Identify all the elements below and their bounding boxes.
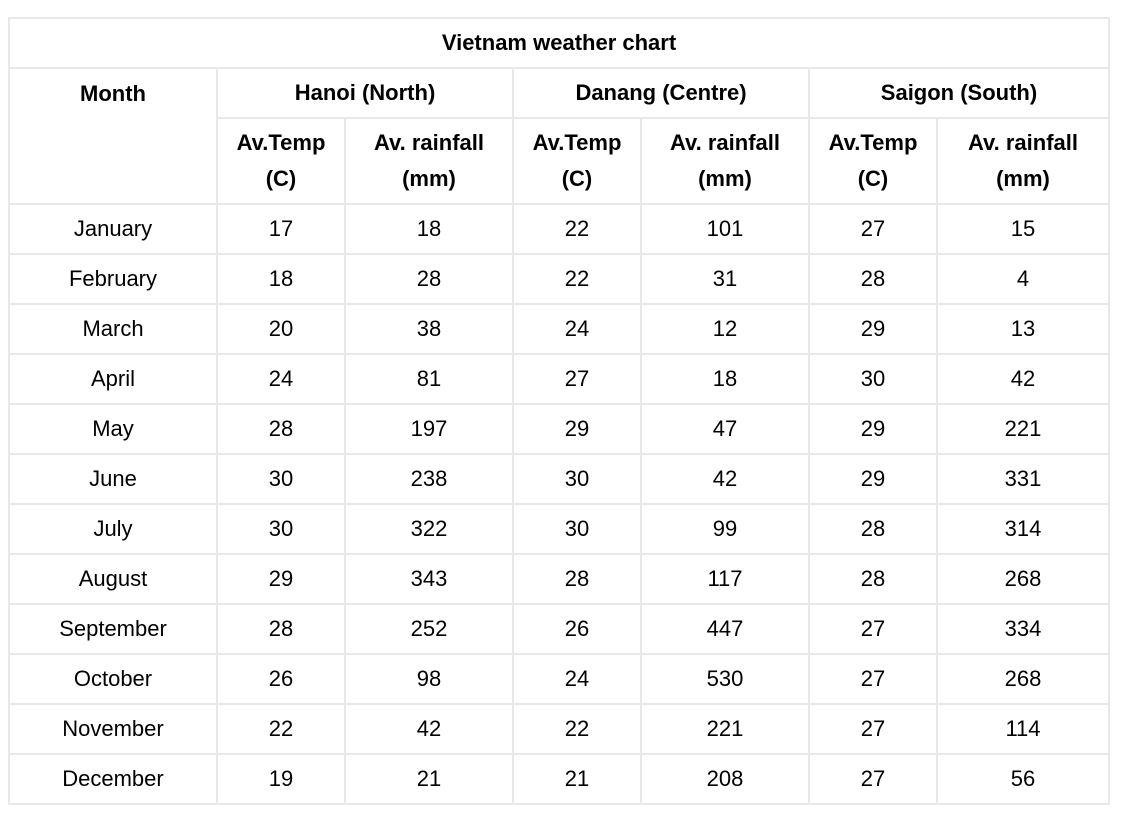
saigon-rain-cell: 334: [937, 604, 1109, 654]
danang-temp-header: [513, 118, 641, 204]
hanoi-rain-cell: 28: [345, 254, 513, 304]
saigon-rain-cell: 4: [937, 254, 1109, 304]
city-header-saigon: Saigon (South): [809, 68, 1109, 118]
saigon-temp-cell: 27: [809, 754, 937, 804]
danang-temp-cell: 28: [513, 554, 641, 604]
hanoi-temp-cell: 28: [217, 404, 345, 454]
rain-unit: (mm): [996, 166, 1050, 191]
month-cell: June: [9, 454, 217, 504]
hanoi-temp-cell: 28: [217, 604, 345, 654]
danang-rain-header: [641, 118, 809, 204]
saigon-temp-cell: 29: [809, 454, 937, 504]
danang-temp-cell: 26: [513, 604, 641, 654]
hanoi-rain-cell: 322: [345, 504, 513, 554]
table-row: [9, 254, 1109, 304]
rain-unit: (mm): [698, 166, 752, 191]
hanoi-rain-cell: 21: [345, 754, 513, 804]
hanoi-rain-cell: 42: [345, 704, 513, 754]
month-cell: January: [9, 204, 217, 254]
table-row: [9, 554, 1109, 604]
hanoi-rain-cell: 252: [345, 604, 513, 654]
saigon-rain-cell: 314: [937, 504, 1109, 554]
month-cell: March: [9, 304, 217, 354]
saigon-temp-cell: 27: [809, 704, 937, 754]
danang-temp-cell: 30: [513, 504, 641, 554]
hanoi-rain-cell: 81: [345, 354, 513, 404]
saigon-rain-cell: 13: [937, 304, 1109, 354]
saigon-temp-cell: 27: [809, 604, 937, 654]
table-row: [9, 404, 1109, 454]
weather-table-container: [8, 17, 1108, 805]
hanoi-rain-cell: 197: [345, 404, 513, 454]
temp-unit: (C): [857, 166, 889, 191]
saigon-rain-cell: 114: [937, 704, 1109, 754]
danang-rain-cell: 31: [641, 254, 809, 304]
month-column-header: Month: [9, 68, 217, 204]
danang-temp-cell: 29: [513, 404, 641, 454]
hanoi-temp-header: [217, 118, 345, 204]
table-row: [9, 454, 1109, 504]
hanoi-temp-cell: 26: [217, 654, 345, 704]
city-header-danang: Danang (Centre): [513, 68, 809, 118]
danang-rain-cell: 42: [641, 454, 809, 504]
rain-label: Av. rainfall: [967, 130, 1079, 155]
table-row: [9, 654, 1109, 704]
hanoi-temp-cell: 20: [217, 304, 345, 354]
temp-unit: (C): [561, 166, 593, 191]
hanoi-rain-header: [345, 118, 513, 204]
danang-rain-cell: 208: [641, 754, 809, 804]
table-title: Vietnam weather chart: [9, 18, 1109, 68]
table-row: [9, 204, 1109, 254]
rain-label: Av. rainfall: [373, 130, 485, 155]
danang-rain-cell: 117: [641, 554, 809, 604]
saigon-temp-cell: 30: [809, 354, 937, 404]
table-row: [9, 504, 1109, 554]
hanoi-temp-cell: 30: [217, 454, 345, 504]
month-cell: May: [9, 404, 217, 454]
temp-label: Av.Temp: [236, 130, 326, 155]
danang-temp-cell: 27: [513, 354, 641, 404]
table-row: [9, 354, 1109, 404]
danang-temp-cell: 24: [513, 304, 641, 354]
saigon-temp-cell: 28: [809, 504, 937, 554]
hanoi-rain-cell: 238: [345, 454, 513, 504]
month-cell: October: [9, 654, 217, 704]
saigon-temp-cell: 27: [809, 204, 937, 254]
hanoi-rain-cell: 343: [345, 554, 513, 604]
saigon-rain-header: [937, 118, 1109, 204]
hanoi-rain-cell: 98: [345, 654, 513, 704]
hanoi-temp-cell: 18: [217, 254, 345, 304]
saigon-temp-cell: 27: [809, 654, 937, 704]
danang-rain-cell: 530: [641, 654, 809, 704]
danang-rain-cell: 18: [641, 354, 809, 404]
month-cell: November: [9, 704, 217, 754]
month-cell: August: [9, 554, 217, 604]
table-body: [9, 204, 1109, 804]
hanoi-temp-cell: 19: [217, 754, 345, 804]
hanoi-temp-cell: 30: [217, 504, 345, 554]
table-row: [9, 704, 1109, 754]
saigon-temp-cell: 28: [809, 554, 937, 604]
saigon-rain-cell: 221: [937, 404, 1109, 454]
danang-rain-cell: 99: [641, 504, 809, 554]
month-cell: September: [9, 604, 217, 654]
saigon-rain-cell: 331: [937, 454, 1109, 504]
danang-temp-cell: 22: [513, 704, 641, 754]
hanoi-temp-cell: 17: [217, 204, 345, 254]
danang-temp-cell: 22: [513, 204, 641, 254]
saigon-rain-cell: 268: [937, 554, 1109, 604]
danang-rain-cell: 101: [641, 204, 809, 254]
saigon-temp-cell: 29: [809, 304, 937, 354]
saigon-rain-cell: 42: [937, 354, 1109, 404]
temp-label: Av.Temp: [828, 130, 918, 155]
danang-temp-cell: 24: [513, 654, 641, 704]
month-cell: April: [9, 354, 217, 404]
saigon-rain-cell: 15: [937, 204, 1109, 254]
saigon-temp-header: [809, 118, 937, 204]
saigon-rain-cell: 268: [937, 654, 1109, 704]
hanoi-rain-cell: 18: [345, 204, 513, 254]
city-header-hanoi: Hanoi (North): [217, 68, 513, 118]
saigon-temp-cell: 29: [809, 404, 937, 454]
saigon-rain-cell: 56: [937, 754, 1109, 804]
danang-rain-cell: 47: [641, 404, 809, 454]
table-row: [9, 754, 1109, 804]
danang-temp-cell: 22: [513, 254, 641, 304]
temp-unit: (C): [265, 166, 297, 191]
hanoi-temp-cell: 24: [217, 354, 345, 404]
danang-rain-cell: 447: [641, 604, 809, 654]
month-cell: December: [9, 754, 217, 804]
danang-rain-cell: 221: [641, 704, 809, 754]
month-cell: February: [9, 254, 217, 304]
saigon-temp-cell: 28: [809, 254, 937, 304]
table-row: [9, 304, 1109, 354]
table-row: [9, 604, 1109, 654]
danang-temp-cell: 21: [513, 754, 641, 804]
hanoi-temp-cell: 22: [217, 704, 345, 754]
danang-rain-cell: 12: [641, 304, 809, 354]
hanoi-temp-cell: 29: [217, 554, 345, 604]
hanoi-rain-cell: 38: [345, 304, 513, 354]
danang-temp-cell: 30: [513, 454, 641, 504]
weather-table: [8, 17, 1110, 805]
month-cell: July: [9, 504, 217, 554]
temp-label: Av.Temp: [532, 130, 622, 155]
rain-unit: (mm): [402, 166, 456, 191]
rain-label: Av. rainfall: [669, 130, 781, 155]
